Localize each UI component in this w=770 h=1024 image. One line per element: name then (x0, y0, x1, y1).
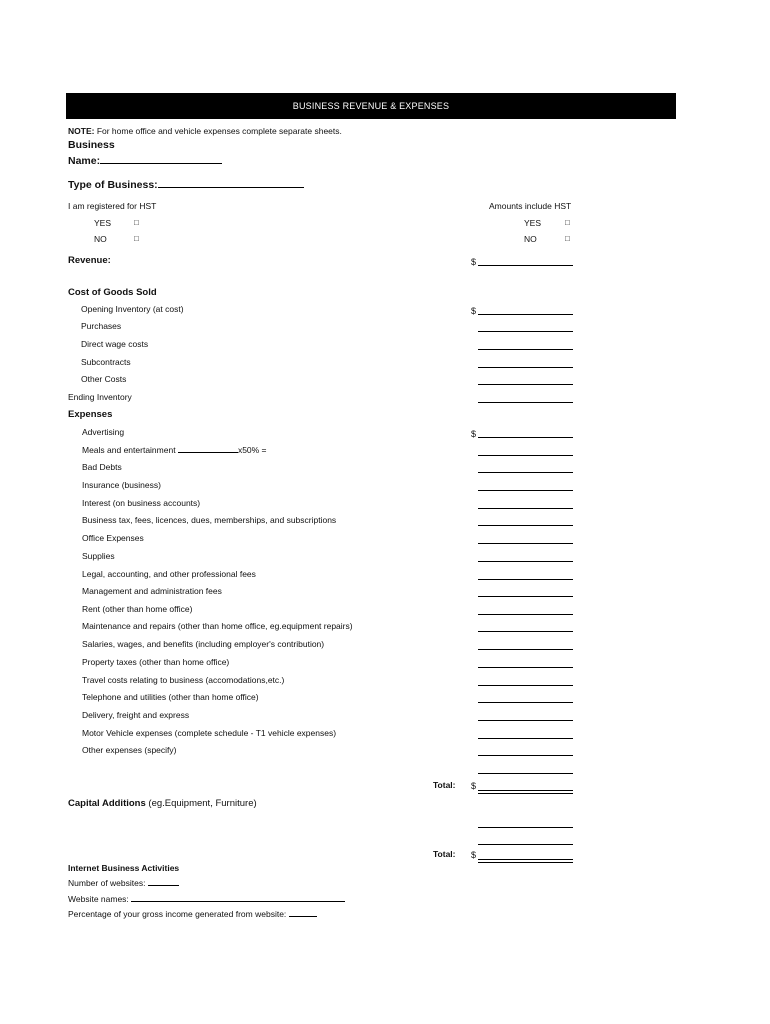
type-of-business-row (68, 177, 304, 191)
expense-item: Property taxes (other than home office) (82, 657, 230, 667)
expense-item: Meals and entertainment (82, 445, 176, 455)
capital-total-field[interactable] (478, 859, 573, 863)
expense-item-meals-row (82, 445, 267, 455)
expense-item: Advertising (82, 427, 125, 437)
expense-field-extra[interactable] (478, 773, 573, 774)
hst-registered-yes-label: YES (94, 218, 112, 228)
revenue-field[interactable] (478, 265, 573, 266)
type-of-business-field[interactable] (158, 177, 304, 188)
cogs-field[interactable] (478, 314, 573, 315)
expenses-total-label: Total: (433, 780, 456, 790)
expense-field[interactable] (478, 614, 573, 615)
expense-item: Interest (on business accounts) (82, 498, 201, 508)
expense-item: Office Expenses (82, 533, 144, 543)
business-label-line1: Business (68, 139, 115, 151)
websites-count-field[interactable] (148, 878, 179, 886)
cogs-item: Direct wage costs (81, 339, 149, 349)
expense-field[interactable] (478, 437, 573, 438)
cogs-heading: Cost of Goods Sold (68, 287, 157, 298)
amounts-hst-yes-label: YES (524, 218, 542, 228)
capital-additions-sub: (eg.Equipment, Furniture) (145, 798, 257, 809)
amounts-hst-no-checkbox[interactable]: □ (565, 234, 570, 243)
cogs-item: Opening Inventory (at cost) (81, 304, 184, 314)
expenses-total-field[interactable] (478, 790, 573, 794)
meals-suffix: x50% = (237, 445, 267, 455)
cogs-field[interactable] (478, 367, 573, 368)
expense-field[interactable] (478, 720, 573, 721)
expense-item: Business tax, fees, licences, dues, memberships, and subscriptions (82, 515, 337, 525)
expense-field[interactable] (478, 579, 573, 580)
expenses-heading: Expenses (68, 409, 113, 420)
expense-field[interactable] (478, 455, 573, 456)
meals-amount-field[interactable] (178, 445, 238, 453)
expense-item: Insurance (business) (82, 480, 161, 490)
expense-field[interactable] (478, 649, 573, 650)
cogs-dollar: $ (471, 306, 477, 316)
expense-item: Delivery, freight and express (82, 710, 190, 720)
expense-item: Rent (other than home office) (82, 604, 193, 614)
website-percentage-field[interactable] (289, 909, 317, 917)
expense-item: Maintenance and repairs (other than home office, eg.equipment repairs) (82, 621, 353, 631)
business-name-label: Name: (68, 155, 101, 167)
expense-field[interactable] (478, 685, 573, 686)
expense-field[interactable] (478, 472, 573, 473)
expense-dollar: $ (471, 429, 477, 439)
cogs-item: Other Costs (81, 374, 127, 384)
expense-item: Travel costs relating to business (accomodations,etc.) (82, 675, 285, 685)
amounts-hst-yes-checkbox[interactable]: □ (565, 218, 570, 227)
business-name-row (68, 153, 222, 167)
ending-inventory-field[interactable] (478, 402, 573, 403)
expense-field[interactable] (478, 490, 573, 491)
expense-field[interactable] (478, 702, 573, 703)
expense-item: Motor Vehicle expenses (complete schedule - T1 vehicle expenses) (82, 728, 337, 738)
expense-item: Other expenses (specify) (82, 745, 177, 755)
capital-additions-row (68, 798, 257, 809)
business-name-field[interactable] (100, 153, 222, 164)
cogs-item: Purchases (81, 321, 122, 331)
expense-item: Management and administration fees (82, 586, 222, 596)
websites-count-row (68, 878, 179, 888)
expense-item: Legal, accounting, and other professional fees (82, 569, 256, 579)
website-names-label: Website names: (68, 894, 129, 904)
amounts-hst-no-label: NO (524, 234, 537, 244)
revenue-label: Revenue: (68, 255, 111, 266)
note-text: For home office and vehicle expenses complete separate sheets. (94, 126, 342, 136)
cogs-item: Subcontracts (81, 357, 131, 367)
expense-item: Telephone and utilities (other than home office) (82, 692, 259, 702)
websites-count-label: Number of websites: (68, 878, 146, 888)
note-label: NOTE: (68, 126, 95, 136)
expense-field[interactable] (478, 508, 573, 509)
amounts-include-hst-label: Amounts include HST (489, 201, 572, 211)
note (68, 126, 342, 136)
revenue-dollar: $ (471, 257, 477, 267)
expense-field[interactable] (478, 596, 573, 597)
capital-additions-label: Capital Additions (68, 798, 146, 809)
hst-registered-no-checkbox[interactable]: □ (134, 234, 139, 243)
expense-field[interactable] (478, 543, 573, 544)
expense-field[interactable] (478, 525, 573, 526)
form-title: BUSINESS REVENUE & EXPENSES (292, 101, 450, 111)
hst-registered-no-label: NO (94, 234, 107, 244)
website-names-field[interactable] (131, 894, 345, 902)
expense-item: Salaries, wages, and benefits (including employer's contribution) (82, 639, 325, 649)
capital-total-dollar: $ (471, 850, 477, 860)
website-percentage-label: Percentage of your gross income generated from website: (68, 909, 287, 919)
hst-registered-label: I am registered for HST (68, 201, 157, 211)
expense-item: Bad Debts (82, 462, 122, 472)
type-of-business-label: Type of Business: (68, 179, 158, 191)
expense-field[interactable] (478, 631, 573, 632)
cogs-field[interactable] (478, 331, 573, 332)
capital-total-label: Total: (433, 849, 456, 859)
expense-field[interactable] (478, 561, 573, 562)
hst-registered-yes-checkbox[interactable]: □ (134, 218, 139, 227)
capital-field[interactable] (478, 827, 573, 828)
ending-inventory-label: Ending Inventory (68, 392, 132, 402)
expense-item: Supplies (82, 551, 115, 561)
cogs-field[interactable] (478, 384, 573, 385)
capital-field[interactable] (478, 844, 573, 845)
internet-heading: Internet Business Activities (68, 863, 180, 873)
cogs-field[interactable] (478, 349, 573, 350)
expense-field[interactable] (478, 755, 573, 756)
website-names-row (68, 894, 345, 904)
form-title-bar (66, 93, 676, 119)
website-percentage-row (68, 909, 317, 919)
expense-field[interactable] (478, 738, 573, 739)
expenses-total-dollar: $ (471, 781, 477, 791)
expense-field[interactable] (478, 667, 573, 668)
